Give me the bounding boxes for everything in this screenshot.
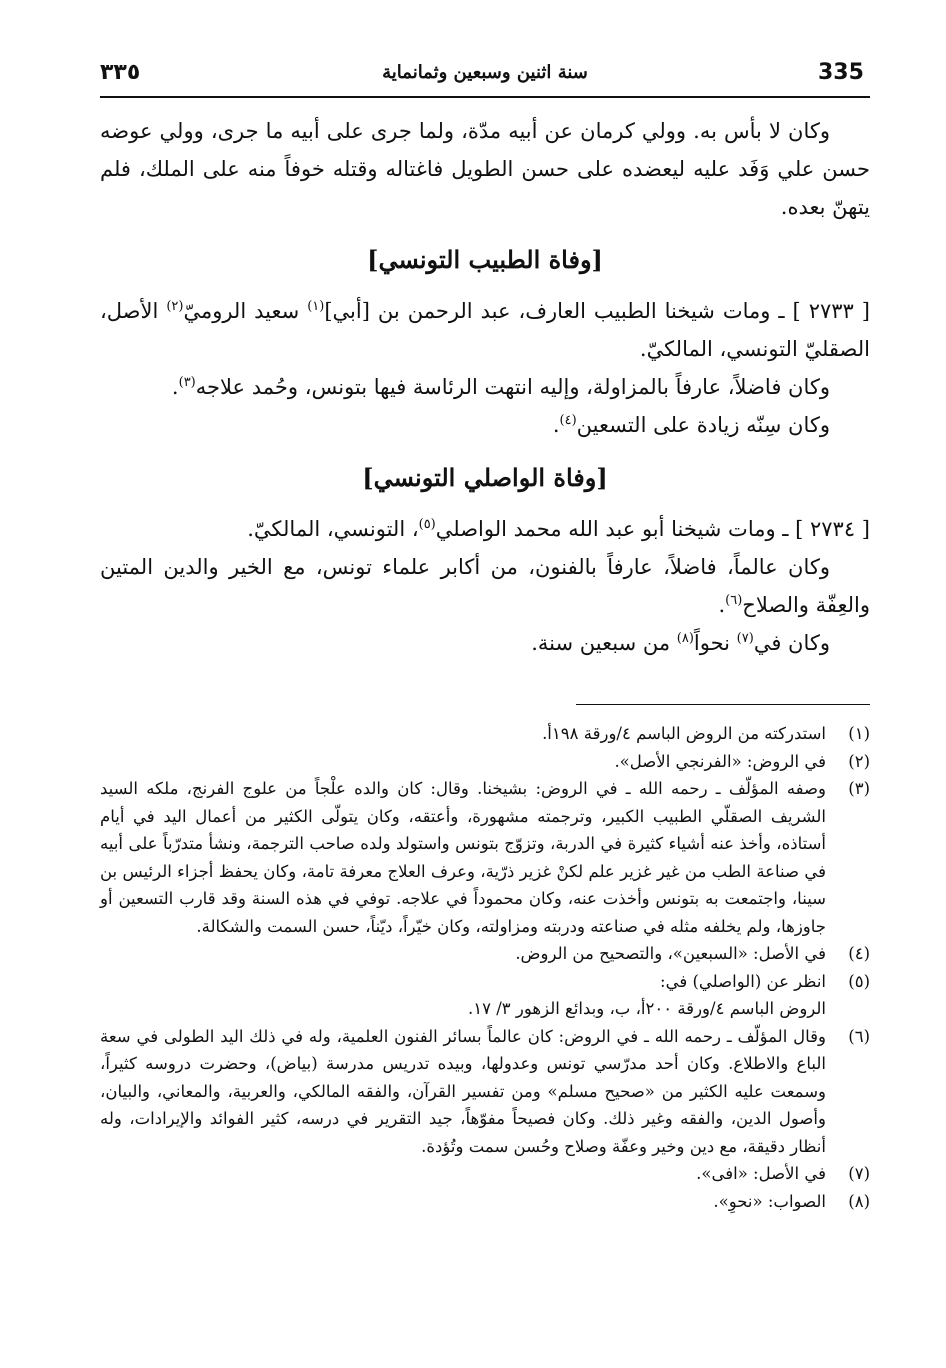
entry-2733	[100, 292, 870, 368]
paragraph-text: نحواً	[693, 631, 737, 655]
paragraph	[100, 368, 870, 406]
footnote-text: في الروض: «الفرنجي الأصل».	[614, 751, 826, 771]
footnote-item	[100, 1188, 870, 1216]
section-heading-tunisian-physician: [وفاة الطبيب التونسي]	[367, 245, 603, 274]
paragraph	[100, 548, 870, 624]
footnote-item	[100, 968, 870, 1023]
entry-number: [ ٢٧٣٤ ]	[795, 517, 870, 541]
footnote-text: استدركته من الروض الباسم ٤/ورقة ١٩٨أ.	[542, 724, 826, 743]
footnote-mark: (٦)	[848, 1026, 870, 1046]
footnote-mark: (٢)	[848, 751, 870, 771]
page-number-arabic: ٣٣٥	[100, 60, 141, 85]
paragraph-intro: وكان لا بأس به. وولي كرمان عن أبيه مدّة، ولما جرى على أبيه ما جرى، وولي عوضه حسن علي وَفَد عليه ليعضده على حسن الطويل فاغتاله وقتله خوفاً منه على الملك، فلم يتهنّ بعده.	[100, 119, 870, 219]
footnote-mark: (٤)	[848, 944, 870, 963]
footnote-source-line: الروض الباسم ٤/ورقة ٢٠٠أ، ب، وبدائع الزهور ٣/ ١٧.	[467, 999, 826, 1018]
entry-text: سعيد الروميّ	[183, 299, 308, 323]
footnote-ref[interactable]: (٢)	[166, 299, 184, 314]
footnote-mark: (١)	[848, 724, 870, 743]
entry-text: الأصل، الصقليّ التونسي، المالكيّ.	[100, 299, 870, 361]
footnote-item	[100, 775, 870, 940]
footnote-mark: (٧)	[848, 1164, 870, 1183]
footnote-text: في الأصل: «السبعين»، والتصحيح من الروض.	[515, 944, 826, 963]
footnote-item	[100, 940, 870, 968]
header-rule	[100, 96, 870, 98]
paragraph-text: وكان سِنّه زيادة على التسعين	[576, 413, 830, 437]
paragraph-text: وكان عالماً، فاضلاً، عارفاً بالفنون، من أكابر علماء تونس، مع الخير والدين المتين والعِفّة والصلاح	[100, 555, 870, 617]
footnote-ref[interactable]: (٣)	[178, 375, 196, 390]
footnote-text: وقال المؤلّف ـ رحمه الله ـ في الروض: كان عالماً بسائر الفنون العلمية، وله في ذلك اليد الطولى في سعة الباع والاطلاع. وكان أحد مدرّسي تونس وعدولها، وبيده تدريس مدرسة (بياض)، وحضرت دروسه كثيراً، وسمعت عليه الكثير من «صحيح مسلم» ومن تفسير القرآن، والفقه المالكي، والعربية، والمعاني، والبيان، وأصول الدين، والفقه وغير ذلك. وكان فصيحاً مفوّهاً، جيد التقرير في درسه، كثير الفوائد والإيرادات، وله أنظار دقيقة، مع دين وخير وعفّة وصلاح وحُسن سمت وتُؤدة.	[100, 1026, 826, 1156]
entry-text: ـ ومات شيخنا الطبيب العارف، عبد الرحمن بن [أبي]	[324, 299, 793, 323]
main-text	[100, 112, 870, 662]
footnotes	[100, 720, 870, 1215]
footnote-text: الصواب: «نحوِ».	[713, 1191, 826, 1211]
footnote-ref[interactable]: (١)	[307, 299, 325, 314]
paragraph-text: وكان فاضلاً، عارفاً بالمزاولة، وإليه انتهت الرئاسة فيها بتونس، وحُمد علاجه	[195, 375, 830, 399]
footnote-ref[interactable]: (٧)	[736, 631, 754, 646]
entry-text: ـ ومات شيخنا أبو عبد الله محمد الواصلي	[435, 517, 796, 541]
footnote-mark: (٨)	[848, 1191, 870, 1211]
footnote-mark: (٥)	[848, 971, 870, 991]
paragraph	[100, 624, 870, 662]
paragraph-text: .	[718, 593, 726, 617]
footnote-text: في الأصل: «افى».	[696, 1164, 826, 1183]
paragraph-text: وكان في	[753, 631, 830, 655]
paragraph-text: .	[171, 375, 179, 399]
entry-text: ، التونسي، المالكيّ.	[247, 517, 419, 541]
footnote-ref[interactable]: (٤)	[559, 413, 577, 428]
footnote-text-line: انظر عن (الواصلي) في:	[660, 971, 826, 991]
footnote-ref[interactable]: (٦)	[725, 593, 743, 608]
footnote-item	[100, 720, 870, 748]
footnote-text	[100, 968, 826, 1023]
entry-2734	[100, 510, 870, 548]
footnote-separator	[576, 704, 870, 705]
paragraph-text: .	[552, 413, 560, 437]
page-number-latin: 335	[818, 60, 864, 85]
footnote-text: وصفه المؤلّف ـ رحمه الله ـ في الروض: بشيخنا. وقال: كان والده علْجاً من علوج الفرنج، ملكه السيد الشريف الصقلّي الطبيب الكبير، وترجمته مشهورة، وأعتقه، وكان يتولّى الكثير من أعمال اليد في أيام أستاذه، وأخذ عنه أشياء كثيرة في الدربة، وتزوّج بتونس واستولد ولده صاحب الترجمة، ونشأ متدرّباً على أبيه في صناعة الطب من غير غزير علم لكنْ غزير ذرّية، وعرف العلاج معرفة تامة، وكان يحفظ أجزاء الرئيس بن سينا، واجتمعت به بتونس وأخذت عنه، وكان محموداً في علاجه. توفي في هذه السنة وقد قارب التسعين أو جاوزها، ولم يخلفه مثله في صناعته ودربته ومزاولته، وكان خيّراً، ديّناً، حسن السمت والشكالة.	[100, 779, 826, 936]
footnote-mark: (٣)	[848, 779, 870, 798]
page-header	[100, 60, 870, 94]
running-title: سنة اثنين وسبعين وثمانماية	[382, 62, 588, 83]
footnote-item	[100, 748, 870, 776]
footnote-ref[interactable]: (٨)	[676, 631, 694, 646]
paragraph	[100, 406, 870, 444]
entry-number: [ ٢٧٣٣ ]	[792, 299, 870, 323]
footnote-item	[100, 1023, 870, 1161]
paragraph-text: من سبعين سنة.	[531, 631, 677, 655]
footnote-ref[interactable]: (٥)	[418, 517, 436, 532]
section-heading-wasili: [وفاة الواصلي التونسي]	[362, 463, 608, 492]
footnote-item	[100, 1160, 870, 1188]
